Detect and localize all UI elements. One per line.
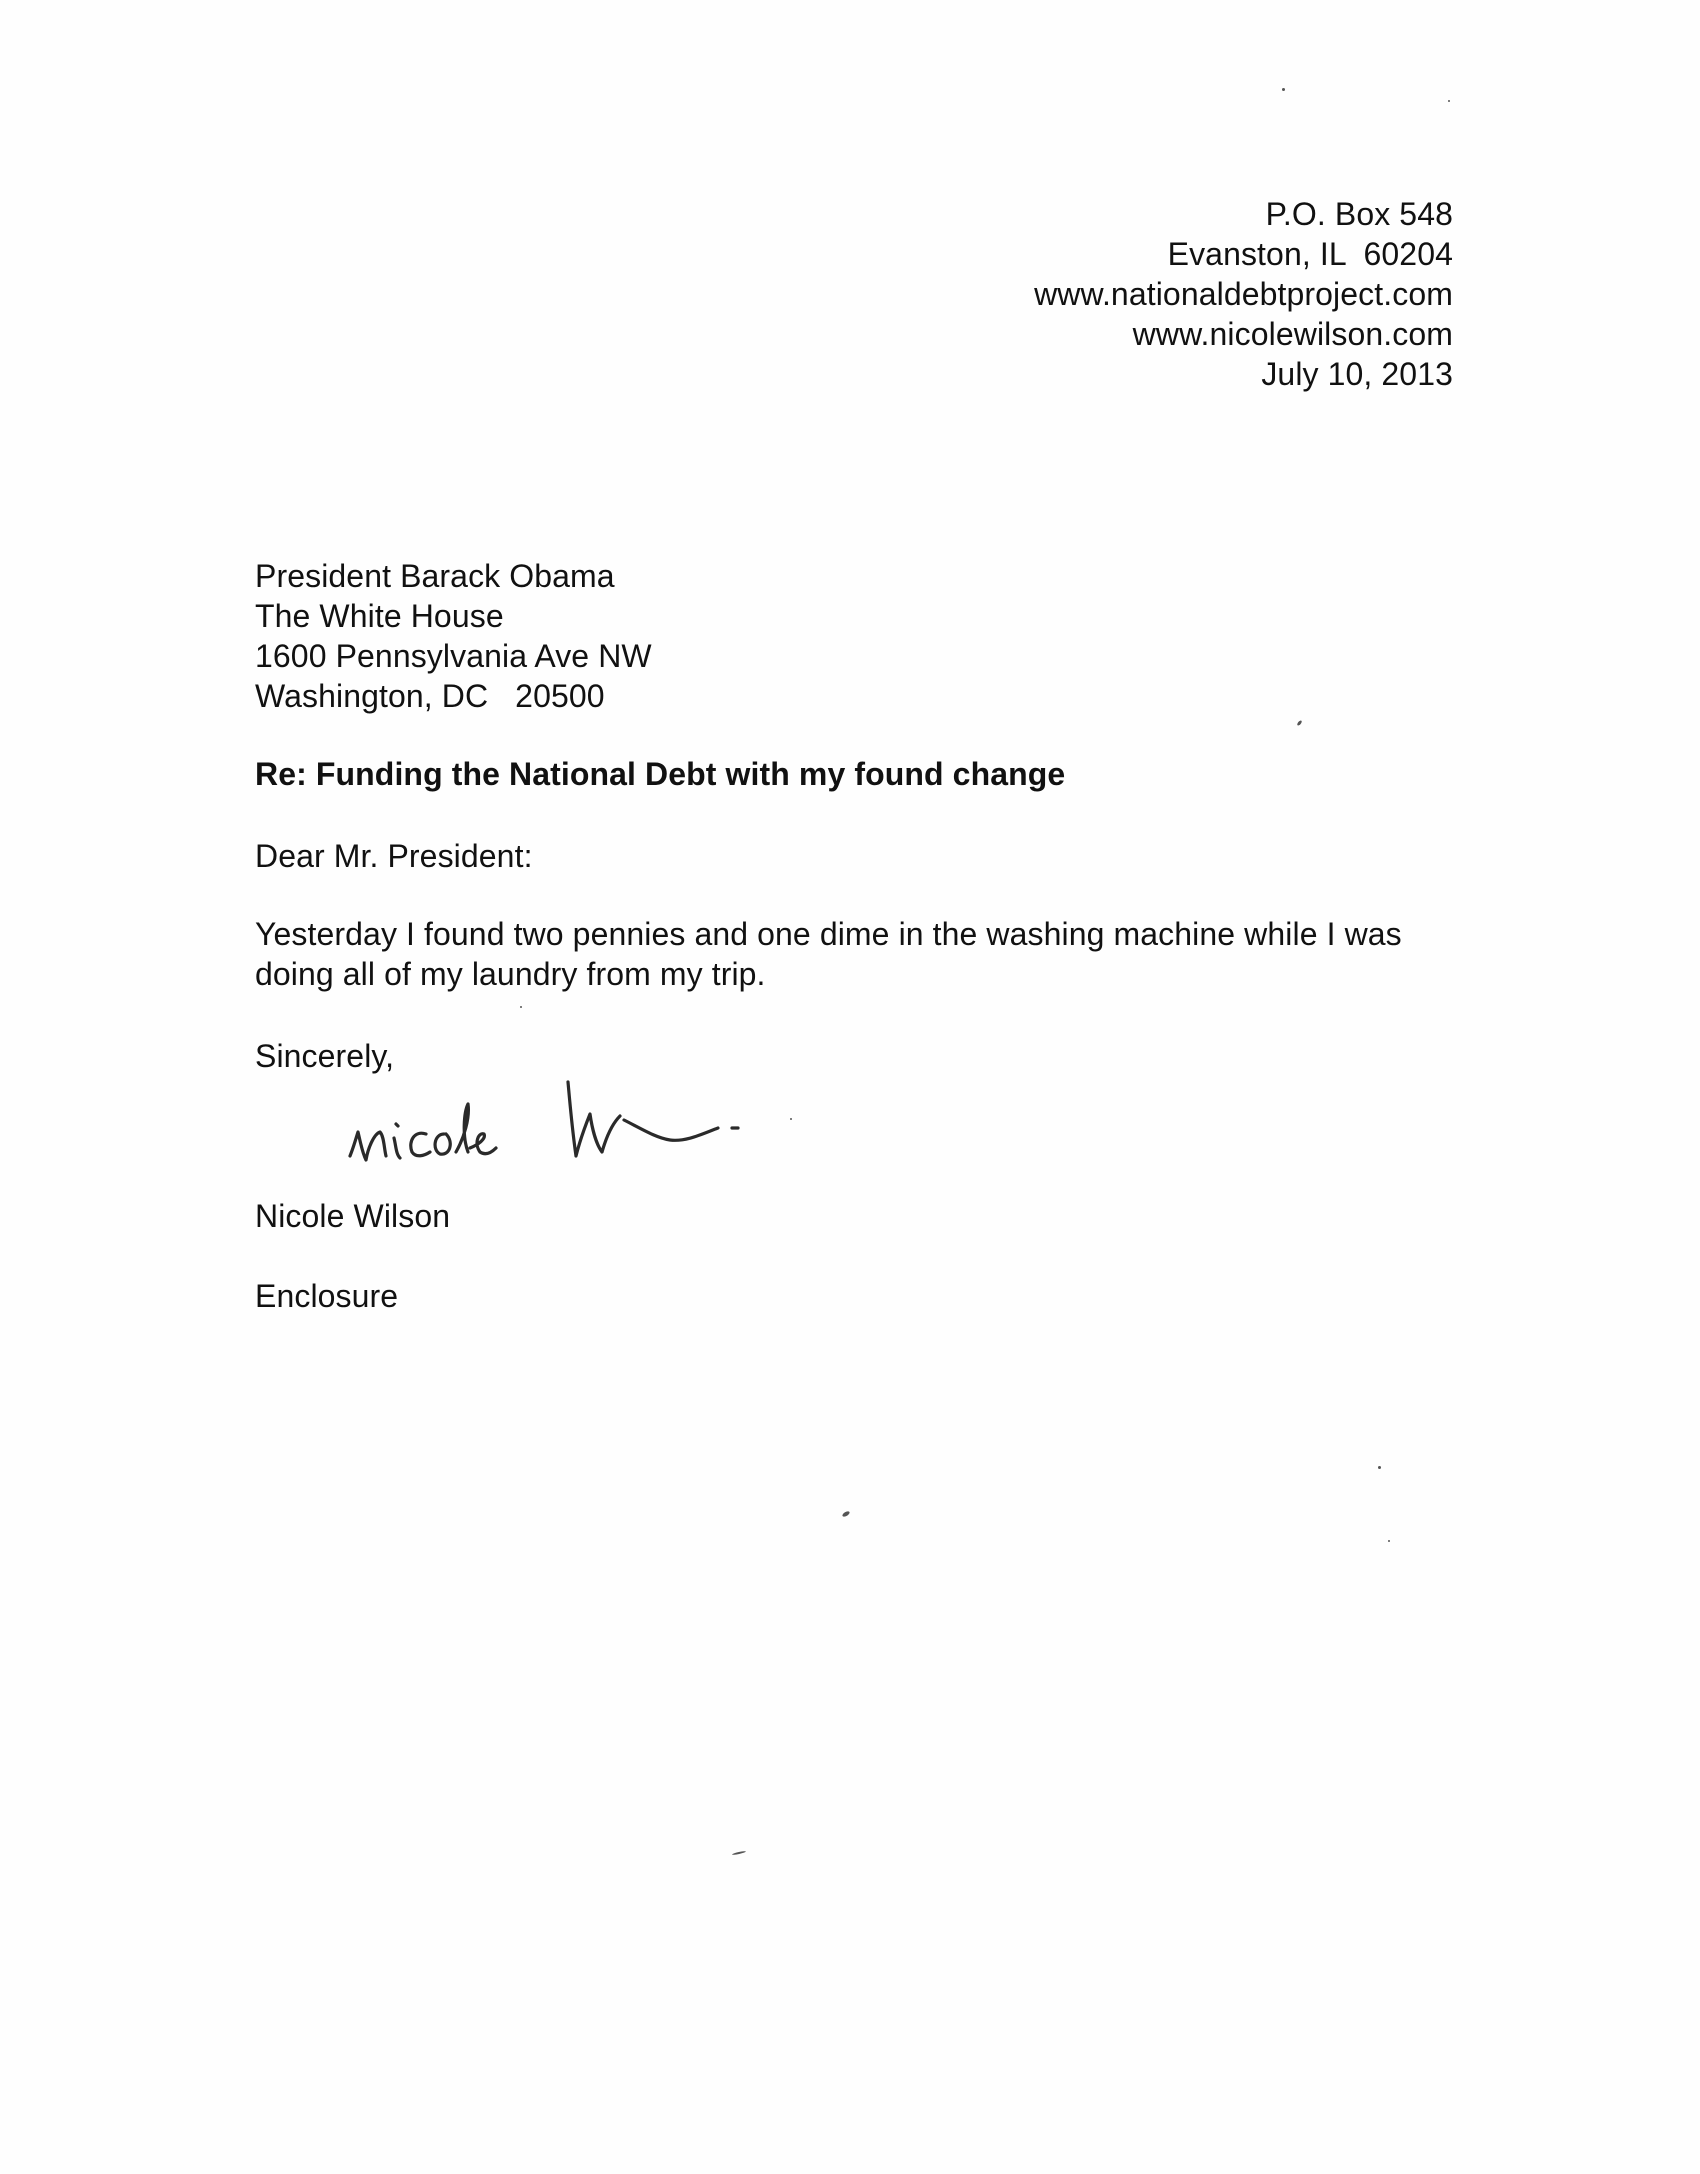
scan-speck xyxy=(520,1006,522,1008)
subject-line: Re: Funding the National Debt with my found change xyxy=(255,756,1066,792)
scan-speck xyxy=(790,1118,792,1120)
scan-speck xyxy=(1378,1466,1381,1469)
scan-speck xyxy=(732,1851,746,1856)
recipient-city-state-zip: Washington, DC 20500 xyxy=(255,678,605,714)
signer-name: Nicole Wilson xyxy=(255,1198,451,1234)
handwritten-signature xyxy=(340,1068,820,1178)
recipient-org: The White House xyxy=(255,598,504,634)
scan-speck xyxy=(1388,1540,1390,1542)
recipient-street: 1600 Pennsylvania Ave NW xyxy=(255,638,652,674)
sender-website-2: www.nicolewilson.com xyxy=(1132,316,1453,352)
sender-city-state-zip: Evanston, IL 60204 xyxy=(1167,236,1453,272)
enclosure-note: Enclosure xyxy=(255,1278,399,1314)
scan-speck xyxy=(1296,720,1302,727)
scan-speck xyxy=(1448,100,1450,102)
closing: Sincerely, xyxy=(255,1038,395,1074)
scan-speck xyxy=(842,1510,851,1517)
scan-speck xyxy=(1282,88,1285,91)
salutation: Dear Mr. President: xyxy=(255,838,533,874)
recipient-name: President Barack Obama xyxy=(255,558,615,594)
sender-website-1: www.nationaldebtproject.com xyxy=(1034,276,1453,312)
sender-po-box: P.O. Box 548 xyxy=(1265,196,1453,232)
letter-date: July 10, 2013 xyxy=(1261,356,1453,392)
body-line-1: Yesterday I found two pennies and one dime in the washing machine while I was xyxy=(255,916,1402,952)
body-line-2: doing all of my laundry from my trip. xyxy=(255,956,766,992)
